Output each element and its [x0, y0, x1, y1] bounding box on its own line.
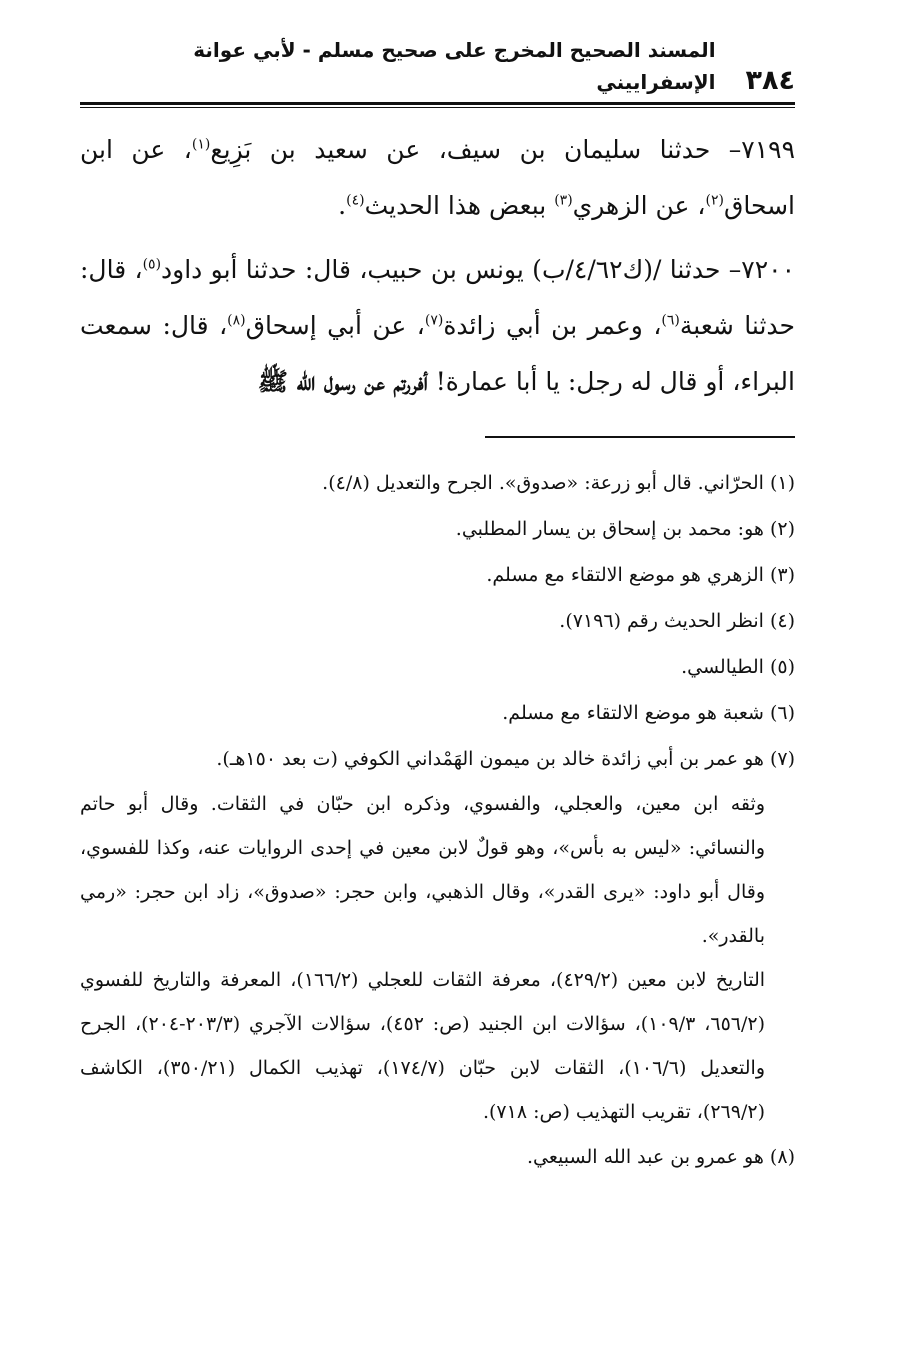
- footnotes: [80, 460, 795, 1180]
- footnote-ref: (٧): [424, 312, 444, 329]
- hadith-text: – حدثنا /(ك٤/٦٢/ب) يونس بن حبيب، قال: حدثنا أبو داود: [161, 255, 742, 284]
- footnote-ref: (١): [191, 136, 211, 153]
- main-text: [80, 122, 795, 410]
- hadith-paragraph: [80, 122, 795, 234]
- footnote-ref: (٣): [554, 192, 573, 209]
- footnote-ref: (٨): [227, 312, 246, 329]
- hadith-text: ، قال: حدثنا شعبة: [80, 255, 795, 340]
- footnote-ref: (٥): [142, 256, 162, 273]
- page-number: ٣٨٤: [745, 65, 795, 96]
- hadith-text: ، عن الزهري: [572, 191, 706, 220]
- footnote: (٦) شعبة هو موضع الالتقاء مع مسلم.: [502, 702, 795, 724]
- footnote: (٨) هو عمرو بن عبد الله السبيعي.: [527, 1146, 795, 1168]
- hadith-paragraph: [80, 242, 795, 410]
- header-rule-thin: [80, 107, 795, 108]
- hadith-number: ٧٢٠٠: [741, 255, 795, 284]
- footnote: (١) الحرّاني. قال أبو زرعة: «صدوق». الجرح والتعديل (٤/٨).: [322, 472, 795, 494]
- header-rule: [80, 102, 795, 105]
- hadith-text: ، قال: سمعت البراء، أو قال له رجل: يا أبا عمارة!: [80, 311, 795, 396]
- footnote-ref: (٤): [346, 192, 365, 209]
- hadith-text: ببعض هذا الحديث: [364, 191, 555, 220]
- footnote-ref: (٦): [661, 312, 680, 329]
- hadith-text: .: [338, 191, 347, 220]
- hadith-number: ٧١٩٩: [741, 135, 795, 164]
- hadith-text: ، عن ابن اسحاق: [80, 135, 795, 220]
- footnote: (٧) هو عمر بن أبي زائدة خالد بن ميمون الهَمْداني الكوفي (ت بعد ١٥٠هـ).: [216, 748, 795, 770]
- footnote: (٤) انظر الحديث رقم (٧١٩٦).: [559, 610, 795, 632]
- footnote-divider-wrap: [80, 436, 795, 446]
- footnote: (٣) الزهري هو موضع الالتقاء مع مسلم.: [486, 564, 795, 586]
- emphasized-text: أفررتم عن رسول الله ﷺ: [257, 367, 428, 396]
- page-header: [80, 38, 795, 98]
- hadith-text: – حدثنا سليمان بن سيف، عن سعيد بن بَزِيع: [210, 135, 742, 164]
- footnote: (٢) هو: محمد بن إسحاق بن يسار المطلبي.: [455, 518, 795, 540]
- footnote-continuation: التاريخ لابن معين (٤٢٩/٢)، معرفة الثقات للعجلي (١٦٦/٢)، المعرفة والتاريخ للفسوي (٦٥٦/٢، ١٠٩/٣)، سؤالات ابن الجنيد (ص: ٤٥٢)، سؤالات الآجري (٢٠٣/٣-٢٠٤)، الجرح والتعديل (١٠٦/٦)، الثقات لابن حبّان (١٧٤/٧)، تهذيب الكمال (٣٥٠/٢١)، الكاشف (٢٦٩/٢)، تقريب التهذيب (ص: ٧١٨).: [80, 969, 766, 1123]
- hadith-text: ، عن أبي إسحاق: [245, 311, 425, 340]
- footnote-continuation: وثقه ابن معين، والعجلي، والفسوي، وذكره ابن حبّان في الثقات. وقال أبو حاتم والنسائي: «ليس به بأس»، وهو قولٌ لابن معين في إحدى الروايات عنه، وكذا للفسوي، وقال أبو داود: «يرى القدر»، وقال الذهبي، وابن حجر: «صدوق»، زاد ابن حجر: «رمي بالقدر».: [80, 793, 765, 947]
- footnote-divider: [485, 436, 795, 438]
- book-page: [80, 38, 795, 1350]
- running-title: المسند الصحيح المخرج على صحيح مسلم - لأبي عوانة الإسفراييني: [193, 38, 716, 94]
- footnote-ref: (٢): [705, 192, 724, 209]
- footnote: (٥) الطيالسي.: [681, 656, 795, 678]
- hadith-text: ، وعمر بن أبي زائدة: [443, 311, 662, 340]
